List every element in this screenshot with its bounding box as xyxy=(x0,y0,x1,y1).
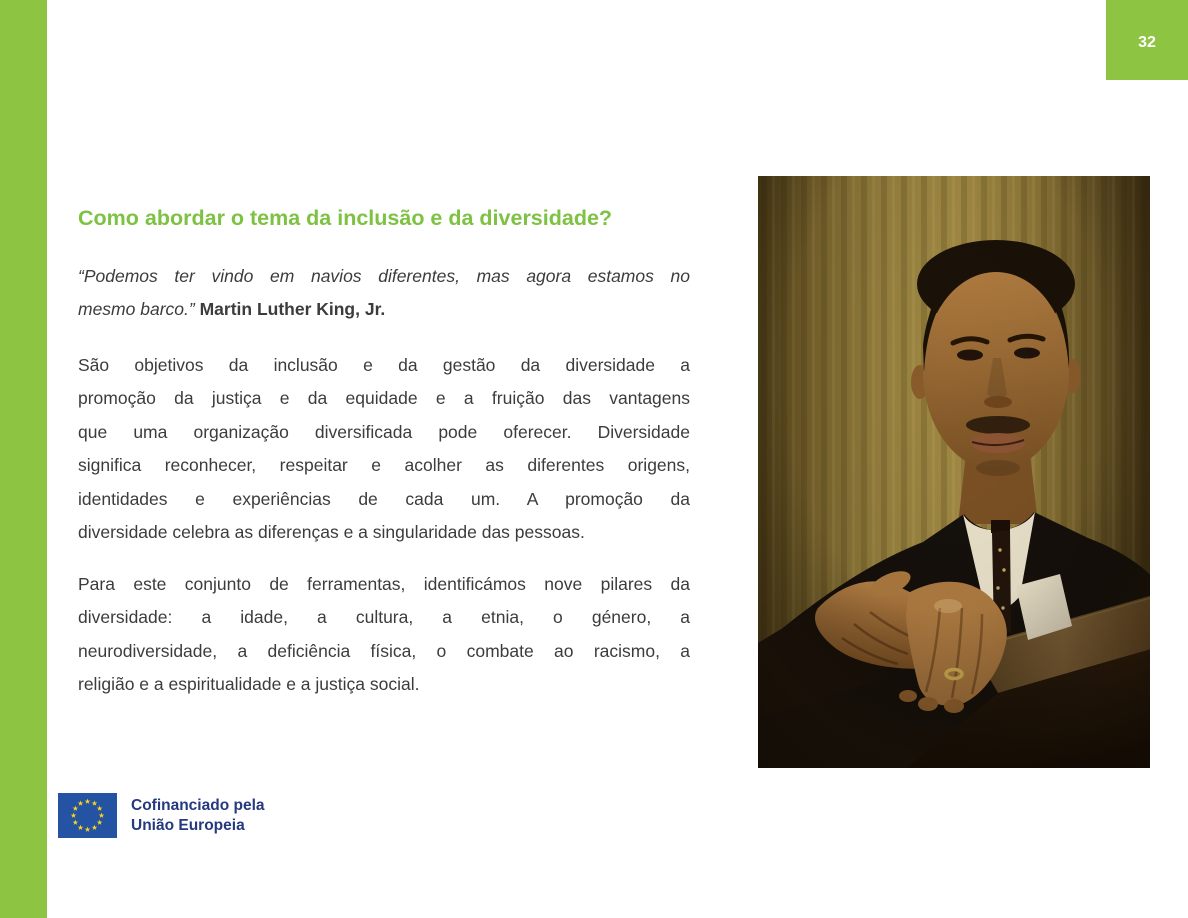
page-title: Como abordar o tema da inclusão e da diversidade? xyxy=(78,206,613,230)
quote-attribution: Martin Luther King, Jr. xyxy=(199,299,386,320)
mlk-photo xyxy=(758,176,1150,768)
eu-cofunding-logo xyxy=(58,793,265,838)
paragraph-line: São objetivos da inclusão e da gestão da diversidade a xyxy=(78,355,690,375)
mlk-quote xyxy=(78,260,690,327)
quote-line-2-text: mesmo barco.” xyxy=(78,299,195,320)
paragraph-line: diversidade celebra as diferenças e a singularidade das pessoas. xyxy=(78,522,585,543)
left-accent-bar xyxy=(0,0,47,918)
eu-funding-label xyxy=(131,796,265,835)
paragraph-line: Para este conjunto de ferramentas, identificámos nove pilares da xyxy=(78,574,690,594)
mlk-photo-illustration xyxy=(758,176,1150,768)
paragraph-line: diversidade: a idade, a cultura, a etnia, o género, a xyxy=(78,607,690,628)
quote-line-1: “Podemos ter vindo em navios diferentes, mas agora estamos no xyxy=(78,266,690,286)
quote-line-2 xyxy=(78,293,690,326)
paragraph-line: que uma organização diversificada pode oferecer. Diversidade xyxy=(78,421,690,442)
paragraph-line: religião e a espiritualidade e a justiça social. xyxy=(78,674,420,695)
page-number: 32 xyxy=(1138,34,1156,51)
eu-flag-icon xyxy=(58,793,117,838)
body-paragraph-2 xyxy=(78,568,690,702)
paragraph-line: identidades e experiências de cada um. A promoção da xyxy=(78,488,690,509)
eu-funding-line-2: União Europeia xyxy=(131,816,245,834)
paragraph-line: promoção da justiça e da equidade e a fruição das vantagens xyxy=(78,388,690,409)
page-number-badge xyxy=(1106,0,1188,80)
body-paragraph-1 xyxy=(78,349,690,549)
paragraph-line: neurodiversidade, a deficiência física, o combate ao racismo, a xyxy=(78,640,690,661)
eu-funding-line-1: Cofinanciado pela xyxy=(131,797,265,814)
paragraph-line: significa reconhecer, respeitar e acolher as diferentes origens, xyxy=(78,455,690,476)
